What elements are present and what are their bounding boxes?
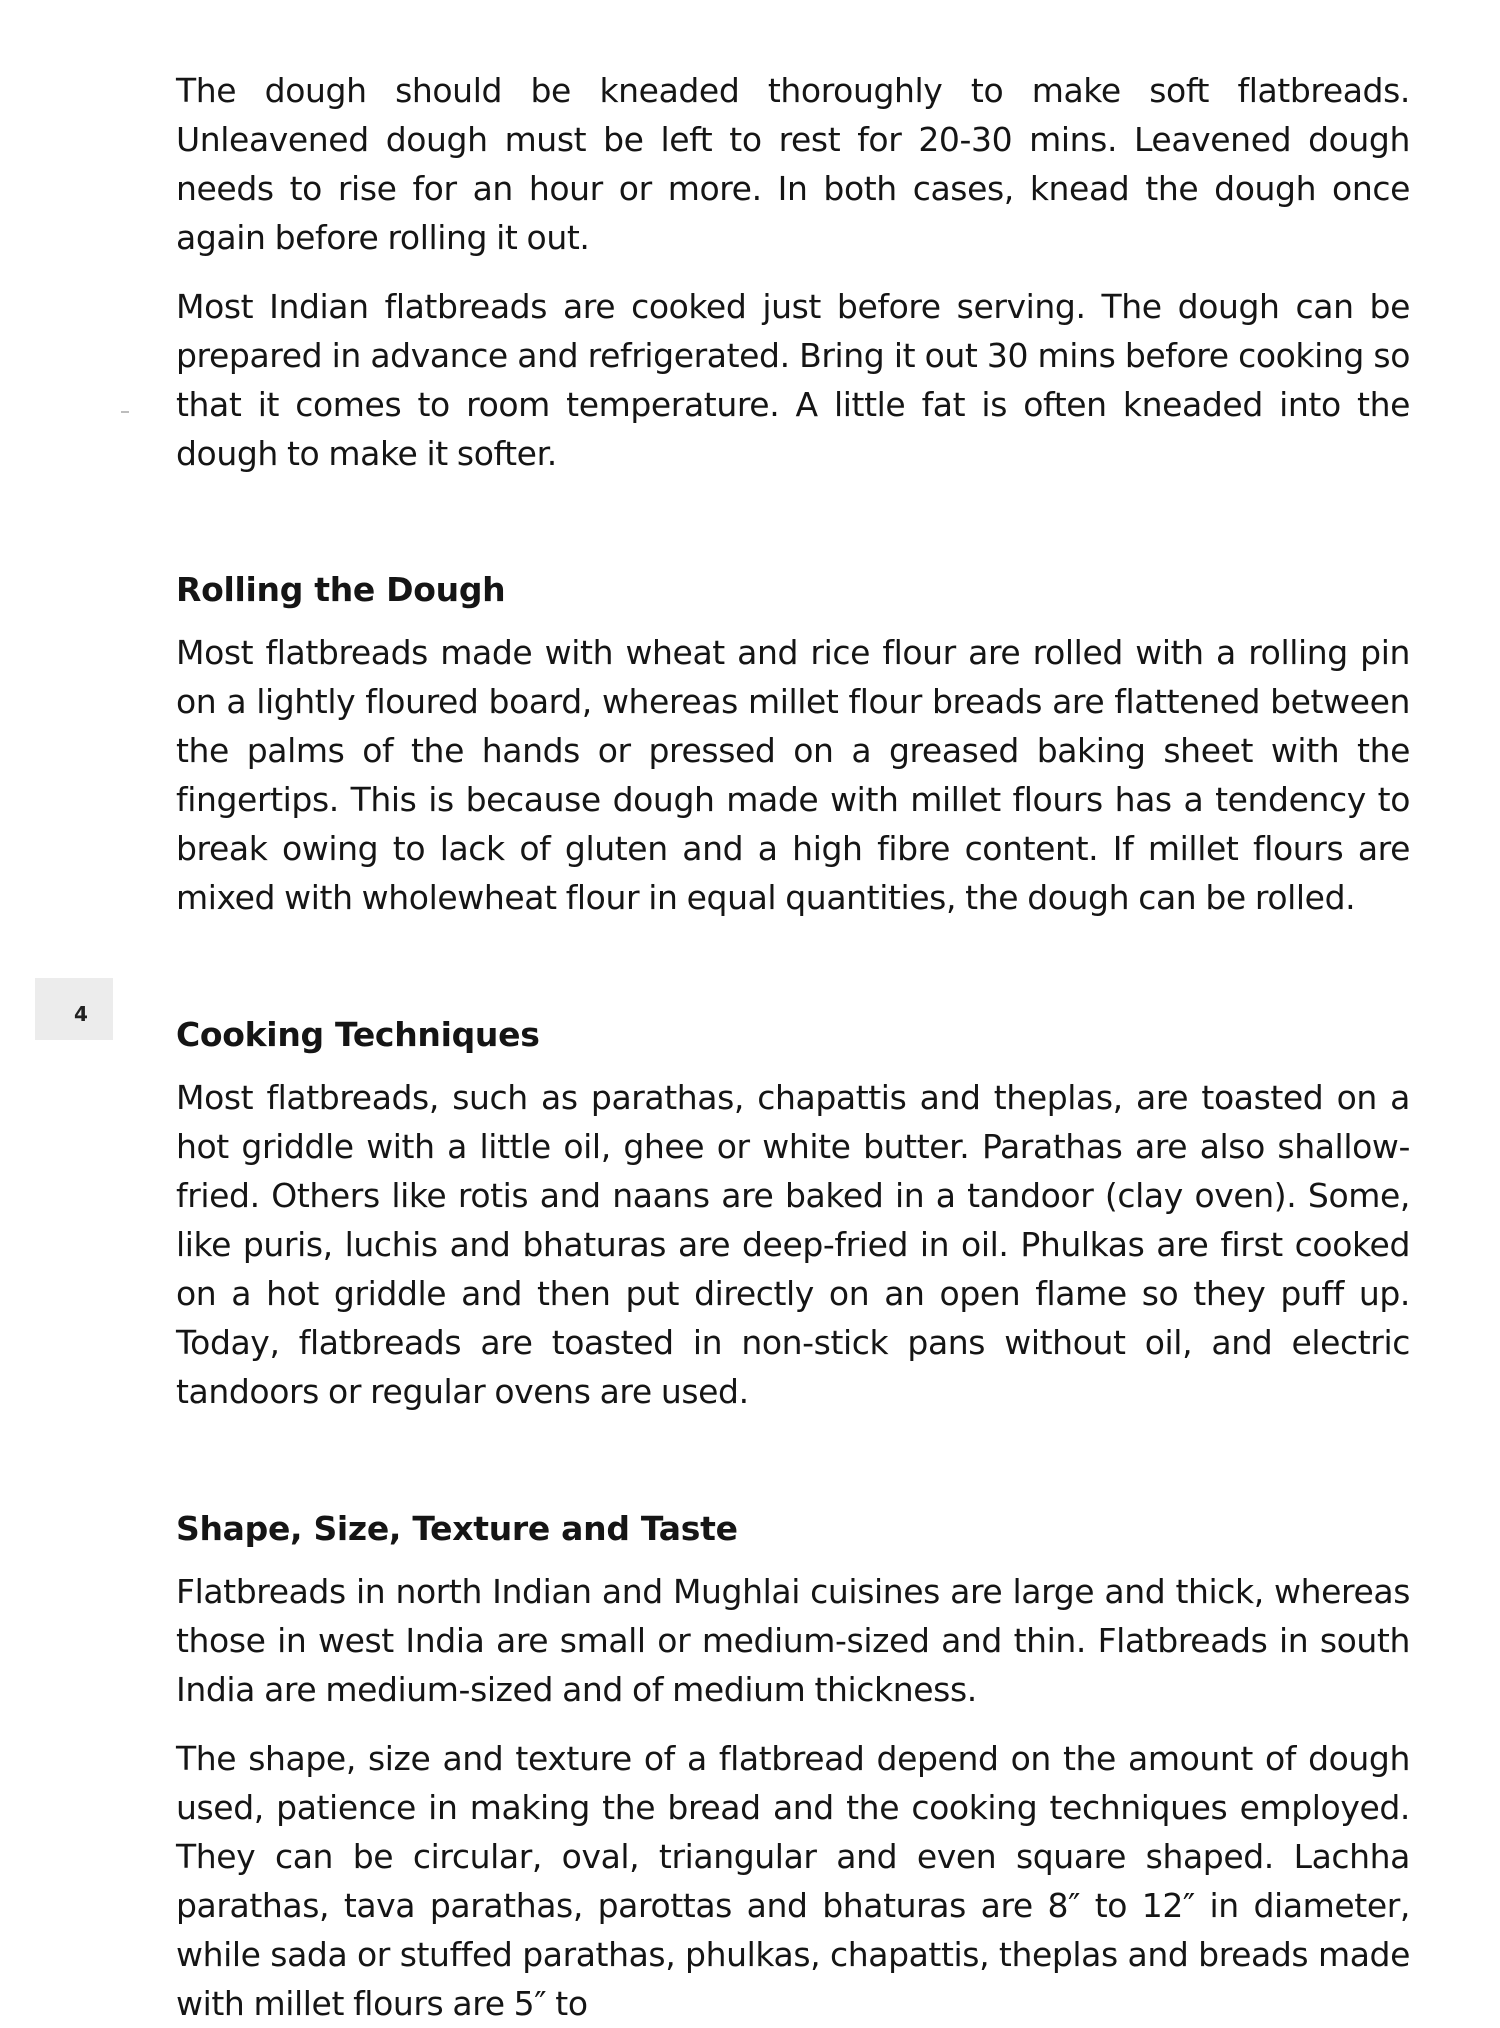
text-column: [176, 66, 1410, 2028]
margin-mark: [121, 411, 129, 413]
cooking-paragraph: Most flatbreads, such as parathas, chapattis and theplas, are toasted on a hot griddle with a little oil, ghee or white butter. Parathas are also shallow-fried. Others like rotis and naans are baked in a tandoor (clay oven). Some, like puris, luchis and bhaturas are deep-fried in oil. Phulkas are first cooked on a hot griddle and then put directly on an open flame so they puff up. Today, flatbreads are toasted in non-stick pans without oil, and electric tandoors or regular ovens are used.: [176, 1078, 1410, 1411]
intro-paragraph-kneading: The dough should be kneaded thoroughly to make soft flatbreads. Unleavened dough must be left to rest for 20-30 mins. Leavened dough needs to rise for an hour or more. In both cases, knead the dough once again before rolling it out.: [176, 71, 1410, 257]
shape-paragraph-dimensions: The shape, size and texture of a flatbread depend on the amount of dough used, patience in making the bread and the cooking techniques employed. They can be circular, oval, triangular and even square shaped. Lachha parathas, tava parathas, parottas and bhaturas are 8″ to 12″ in diameter, while sada or stuffed parathas, phulkas, chapattis, theplas and breads made with millet flours are 5″ to: [176, 1739, 1410, 2023]
section-heading-rolling: Rolling the Dough: [176, 570, 506, 609]
section-heading-cooking: Cooking Techniques: [176, 1015, 540, 1054]
section-heading-shape: Shape, Size, Texture and Taste: [176, 1509, 738, 1548]
shape-paragraph-regional: Flatbreads in north Indian and Mughlai cuisines are large and thick, whereas those in west India are small or medium-sized and thin. Flatbreads in south India are medium-sized and of medium thickness.: [176, 1572, 1410, 1709]
intro-paragraph-serving: Most Indian flatbreads are cooked just before serving. The dough can be prepared in advance and refrigerated. Bring it out 30 mins before cooking so that it comes to room temperature. A little fat is often kneaded into the dough to make it softer.: [176, 287, 1410, 473]
page-number: 4: [74, 1002, 88, 1026]
rolling-paragraph: Most flatbreads made with wheat and rice flour are rolled with a rolling pin on a lightly floured board, whereas millet flour breads are flattened between the palms of the hands or pressed on a greased baking sheet with the fingertips. This is because dough made with millet flours has a tendency to break owing to lack of gluten and a high fibre content. If millet flours are mixed with wholewheat flour in equal quantities, the dough can be rolled.: [176, 633, 1410, 917]
